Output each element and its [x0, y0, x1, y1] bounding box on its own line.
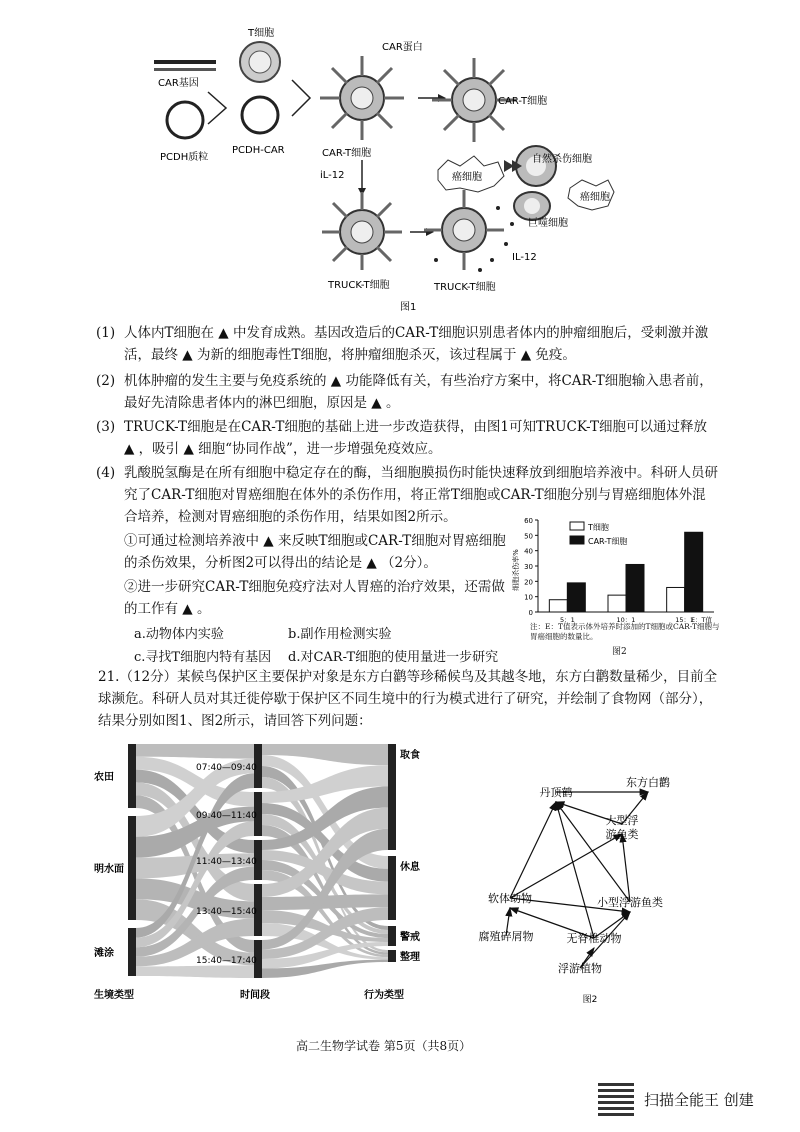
question-1 [98, 322, 718, 366]
habitat-bar [128, 816, 136, 920]
bar-car-t-cell [685, 532, 703, 612]
behavior-bar [388, 856, 396, 920]
food-web-node: 软体动物 [488, 892, 532, 905]
question-4-text: 乳酸脱氢酶是在所有细胞中稳定存在的酶，当细胞膜损伤时能快速释放到细胞培养液中。科研人员研究了CAR-T细胞对胃癌细胞在体外的杀伤作用，将正常T细胞或CAR-T细胞分别与胃癌细胞体外混合培养，检测对胃癌细胞的杀伤作用，结果如图2所示。 [124, 465, 718, 525]
label-truck-t-1: TRUCK-T细胞 [328, 280, 390, 291]
car-t-cell-1 [320, 56, 404, 140]
food-web-arrow [510, 834, 622, 898]
question-21: 21.（12分）某候鸟保护区主要保护对象是东方白鹳等珍稀候鸟及其越冬地，东方白鹳数量稀少，目前全球濒危。科研人员对其迁徙停歇于保护区不同生境中的行为模式进行了研究，并绘制了食物网（部分），结果分别如图1、图2所示，请回答下列问题： [98, 669, 718, 729]
period-label: 13:40—15:40 [196, 907, 257, 917]
question-4-2: ②进一步研究CAR-T细胞免疫疗法对人胃癌的治疗效果，还需做的工作有 ▲ 。 [124, 579, 505, 617]
truck-t-cell-2 [424, 190, 514, 272]
period-label: 07:40—09:40 [196, 763, 257, 773]
behavior-sankey [94, 736, 424, 1006]
option-d: d.对CAR-T细胞的使用量进一步研究 [288, 650, 499, 665]
bar-car-t-cell [626, 564, 644, 612]
label-il12-bottom: IL-12 [512, 252, 537, 263]
label-car-gene: CAR基因 [158, 78, 199, 89]
label-car-t-cell-1: CAR-T细胞 [322, 148, 372, 159]
option-b: b.副作用检测实验 [288, 627, 392, 642]
option-c: c.寻找T细胞内特有基因 [134, 650, 272, 665]
behavior-bar [388, 926, 396, 946]
food-web-node: 大型浮 [605, 814, 639, 827]
legend-label: CAR-T细胞 [588, 537, 628, 546]
bar-t-cell [667, 587, 685, 612]
bar-t-cell [608, 595, 626, 612]
food-web-node: 东方白鹳 [626, 776, 670, 789]
label-macrophage: 巨噬细胞 [528, 218, 568, 229]
habitat-label: 农田 [94, 772, 114, 783]
legend-label: T细胞 [588, 523, 609, 532]
y-tick-label: 0 [528, 609, 533, 617]
label-cancer-cell-2: 癌细胞 [580, 192, 610, 203]
period-label: 15:40—17:40 [196, 956, 257, 966]
label-cancer-cell-1: 癌细胞 [452, 172, 482, 183]
car-t-schematic [120, 20, 680, 313]
period-label: 09:40—11:40 [196, 811, 257, 821]
chart-caption: 图2 [612, 647, 627, 657]
food-web-caption: 图2 [582, 995, 598, 1005]
question-2 [98, 370, 718, 414]
chart-note: 注：E：T值表示体外培养时添加的T细胞或CAR-T细胞与胃癌细胞的数量比。 [530, 622, 720, 641]
question-3-number: (3) [96, 419, 116, 435]
x-tick-label: 10：1 [616, 616, 636, 624]
label-pcdh-plasmid: PCDH质粒 [160, 152, 209, 163]
question-4-1: ①可通过检测培养液中 ▲ 来反映T细胞或CAR-T细胞对胃癌细胞的杀伤效果，分析图2可以得出的结论是 ▲ （2分）。 [124, 533, 506, 571]
page-footer: 高二生物学试卷 第5页（共8页） [296, 1039, 472, 1053]
food-web-arrow [510, 802, 556, 898]
food-web-node: 腐殖碎屑物 [478, 930, 534, 943]
question-3-text: TRUCK-T细胞是在CAR-T细胞的基础上进一步改造获得，由图1可知TRUCK-T细胞可以通过释放 ▲ ，吸引 ▲ 细胞“协同作战”，进一步增强免疫效应。 [124, 419, 708, 457]
behavior-label: 休息 [400, 862, 420, 873]
habitat-bar [128, 744, 136, 808]
food-web-node: 丹顶鹤 [539, 786, 573, 799]
label-il12-top: iL-12 [320, 170, 345, 181]
habitat-label: 滩涂 [94, 948, 114, 959]
food-web-node: 小型浮游鱼类 [597, 896, 663, 909]
question-2-number: (2) [96, 373, 116, 389]
bar-car-t-cell [567, 583, 585, 612]
fig1-top-caption: 图1 [400, 302, 417, 313]
legend-swatch [570, 536, 584, 544]
bar-t-cell [549, 600, 567, 612]
food-web-node: 浮游植物 [558, 962, 602, 975]
behavior-bar [388, 744, 396, 850]
sankey-flow [136, 744, 254, 759]
question-1-text: 人体内T细胞在 ▲ 中发育成熟。基因改造后的CAR-T细胞识别患者体内的肿瘤细胞后，受刺激并激活，最终 ▲ 为新的细胞毒性T细胞，将肿瘤细胞杀灭，该过程属于 ▲ 免疫。 [124, 325, 709, 363]
question-4-number: (4) [96, 465, 116, 481]
axis-label-habitat: 生境类型 [94, 990, 134, 1001]
axis-label-period: 时间段 [240, 990, 270, 1001]
period-label: 11:40—13:40 [196, 857, 257, 867]
behavior-bar [388, 950, 396, 962]
behavior-label: 警戒 [400, 932, 420, 943]
x-axis-label: E：T值 [690, 616, 712, 624]
food-web-diagram [470, 766, 720, 1006]
y-tick-label: 60 [524, 517, 533, 525]
y-axis-label: 细胞杀伤率% [512, 549, 520, 591]
question-3 [98, 416, 718, 460]
qr-code [598, 1080, 634, 1116]
food-web-node: 无脊椎动物 [566, 932, 622, 945]
y-tick-label: 50 [524, 532, 533, 541]
label-t-cell: T细胞 [248, 28, 275, 39]
behavior-label: 整理 [400, 952, 420, 963]
habitat-label: 明水面 [94, 864, 124, 875]
label-truck-t-2: TRUCK-T细胞 [434, 282, 496, 293]
axis-label-behavior: 行为类型 [364, 990, 404, 1001]
legend-swatch [570, 522, 584, 530]
y-tick-label: 30 [524, 563, 533, 571]
watermark: 扫描全能王 创建 [644, 1091, 754, 1109]
question-2-text: 机体肿瘤的发生主要与免疫系统的 ▲ 功能降低有关，有些治疗方案中，将CAR-T细胞输入患者前，最好先清除患者体内的淋巴细胞，原因是 ▲ 。 [124, 373, 713, 411]
label-car-t-cell-2: CAR-T细胞 [498, 96, 548, 107]
sankey-flow [136, 965, 254, 978]
food-web-arrow [622, 834, 630, 902]
label-nk-cell: 自然杀伤细胞 [532, 154, 592, 165]
truck-t-cell-1 [322, 192, 402, 270]
y-tick-label: 10 [524, 593, 533, 602]
habitat-bar [128, 928, 136, 976]
x-tick-label: 15：1 [675, 616, 695, 624]
food-web-arrow [556, 802, 594, 938]
y-tick-label: 40 [524, 547, 533, 556]
label-pcdh-car: PCDH-CAR [232, 145, 285, 156]
behavior-label: 取食 [400, 750, 420, 761]
option-a: a.动物体内实验 [134, 627, 224, 642]
food-web-node: 游鱼类 [605, 828, 639, 841]
x-tick-label: 5：1 [559, 616, 575, 624]
y-tick-label: 20 [524, 578, 533, 587]
label-car-protein: CAR蛋白 [382, 42, 423, 53]
question-1-number: (1) [96, 325, 116, 341]
